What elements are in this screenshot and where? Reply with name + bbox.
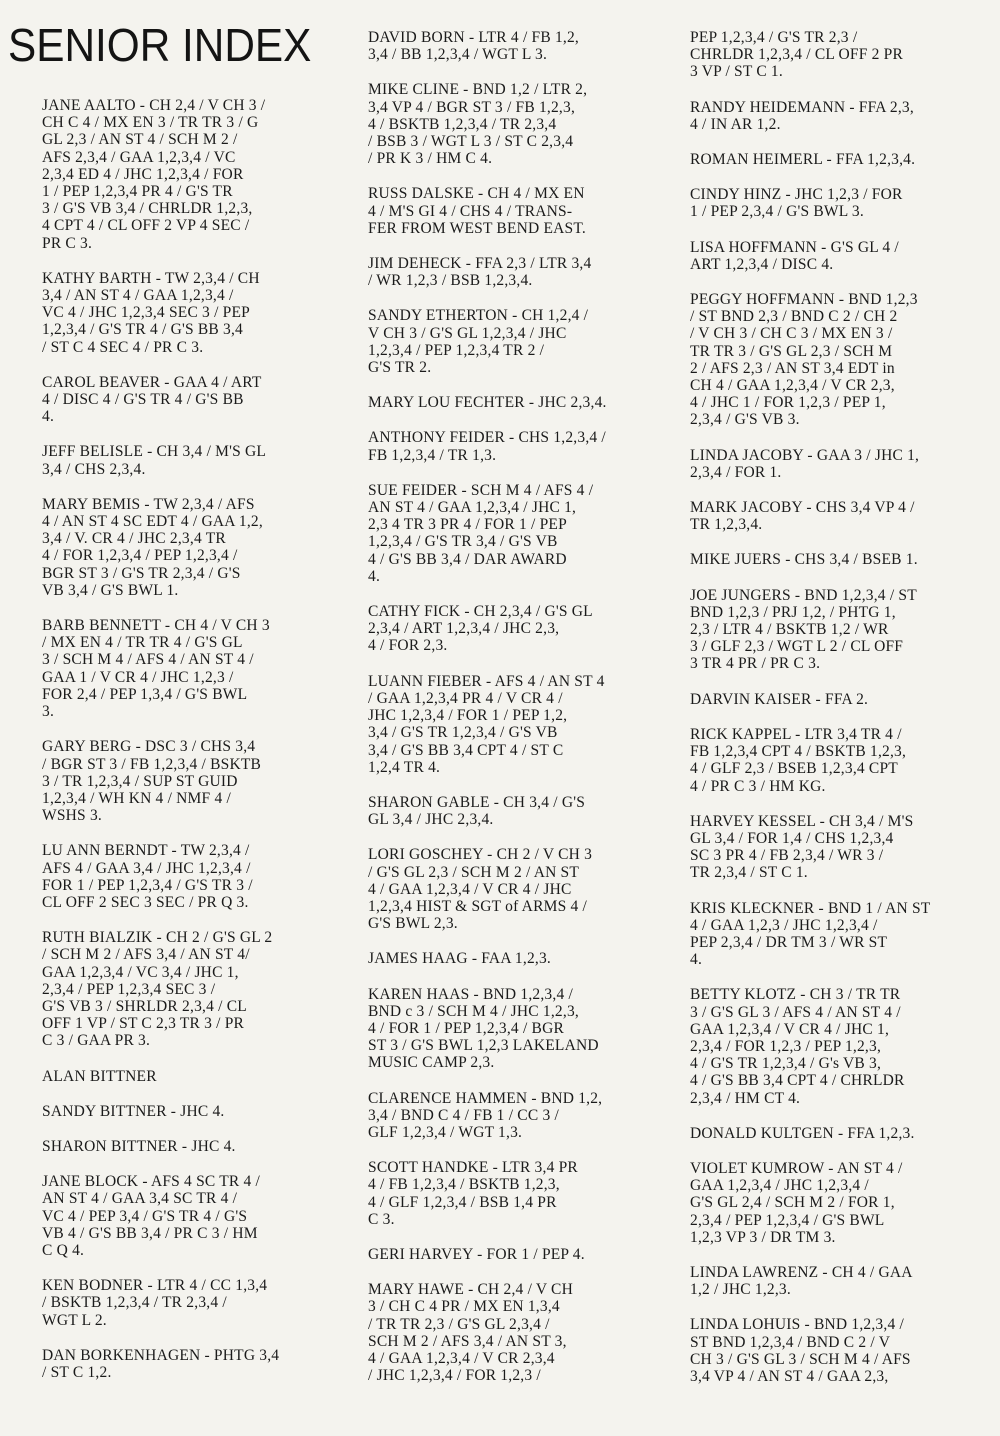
index-column-2 [368,29,663,1402]
index-entry: SHARON BITTNER - JHC 4. [42,1137,236,1155]
index-entry: CINDY HINZ - JHC 1,2,3 / FOR 1 / PEP 2,3,4 / G'S BWL 3. [690,186,903,221]
index-entry: KEN BODNER - LTR 4 / CC 1,3,4 / BSKTB 1,2,3,4 / TR 2,3,4 / WGT L 2. [42,1277,268,1329]
index-entry: BARB BENNETT - CH 4 / V CH 3 / MX EN 4 / TR TR 4 / G'S GL 3 / SCH M 4 / AFS 4 / AN ST 4 / GAA 1 / V CR 4 / JHC 1,2,3 / FOR 2,4 / PEP 1,3,4 / G'S BWL 3. [42,617,270,721]
index-entry: MIKE CLINE - BND 1,2 / LTR 2, 3,4 VP 4 / BGR ST 3 / FB 1,2,3, 4 / BSKTB 1,2,3,4 / TR 2,3,4 / BSB 3 / WGT L 3 / ST C 2,3,4 / PR K 3 / HM C 4. [368,81,588,168]
index-entry: MARY LOU FECHTER - JHC 2,3,4. [368,394,607,412]
index-entry: JANE AALTO - CH 2,4 / V CH 3 / CH C 4 / MX EN 3 / TR TR 3 / G GL 2,3 / AN ST 4 / SCH M 2 / AFS 2,3,4 / GAA 1,2,3,4 / VC 2,3,4 ED 4 / JHC 1,2,3,4 / FOR 1 / PEP 1,2,3,4 PR 4 / G'S TR 3 / G'S VB 3,4 / CHRLDR 1,2,3, 4 CPT 4 / CL OFF 2 VP 4 SEC / PR C 3. [42,97,266,252]
index-entry: JEFF BELISLE - CH 3,4 / M'S GL 3,4 / CHS 2,3,4. [42,443,267,478]
index-entry: SANDY ETHERTON - CH 1,2,4 / V CH 3 / G'S GL 1,2,3,4 / JHC 1,2,3,4 / PEP 1,2,3,4 TR 2 / G'S TR 2. [368,307,589,377]
index-entry: LINDA LAWRENZ - CH 4 / GAA 1,2 / JHC 1,2,3. [690,1263,913,1299]
index-entry: JAMES HAAG - FAA 1,2,3. [368,950,552,968]
index-entry: MARY HAWE - CH 2,4 / V CH 3 / CH C 4 PR / MX EN 1,3,4 / TR TR 2,3 / G'S GL 2,3,4 / SCH M 2 / AFS 3,4 / AN ST 3, 4 / GAA 1,2,3,4 / V CR 2,3,4 / JHC 1,2,3,4 / FOR 1,2,3 / [368,1281,573,1385]
index-entry: SUE FEIDER - SCH M 4 / AFS 4 / AN ST 4 / GAA 1,2,3,4 / JHC 1, 2,3 4 TR 3 PR 4 / FOR 1 / PEP 1,2,3,4 / G'S TR 3,4 / G'S VB 4 / G'S BB 3,4 / DAR AWARD 4. [368,481,594,585]
index-entry: DARVIN KAISER - FFA 2. [690,690,869,708]
index-entry: CATHY FICK - CH 2,3,4 / G'S GL 2,3,4 / ART 1,2,3,4 / JHC 2,3, 4 / FOR 2,3. [368,603,593,655]
index-entry: SCOTT HANDKE - LTR 3,4 PR 4 / FB 1,2,3,4 / BSKTB 1,2,3, 4 / GLF 1,2,3,4 / BSB 1,4 PR C 3. [368,1159,578,1228]
index-entry: DONALD KULTGEN - FFA 1,2,3. [690,1124,915,1142]
index-entry: RICK KAPPEL - LTR 3,4 TR 4 / FB 1,2,3,4 CPT 4 / BSKTB 1,2,3, 4 / GLF 2,3 / BSEB 1,2,3,4 CPT 4 / PR C 3 / HM KG. [690,725,907,795]
index-entry: HARVEY KESSEL - CH 3,4 / M'S GL 3,4 / FOR 1,4 / CHS 1,2,3,4 SC 3 PR 4 / FB 2,3,4 / WR 3 / TR 2,3,4 / ST C 1. [690,812,914,882]
index-entry: MARY BEMIS - TW 2,3,4 / AFS 4 / AN ST 4 SC EDT 4 / GAA 1,2, 3,4 / V. CR 4 / JHC 2,3,4 TR 4 / FOR 1,2,3,4 / PEP 1,2,3,4 / BGR ST 3 / G'S TR 2,3,4 / G'S VB 3,4 / G'S BWL 1. [42,495,263,599]
index-entry: MARK JACOBY - CHS 3,4 VP 4 / TR 1,2,3,4. [690,499,915,534]
index-entry: RUSS DALSKE - CH 4 / MX EN 4 / M'S GI 4 / CHS 4 / TRANS- FER FROM WEST BEND EAST. [368,185,586,237]
index-entry: KAREN HAAS - BND 1,2,3,4 / BND c 3 / SCH M 4 / JHC 1,2,3, 4 / FOR 1 / PEP 1,2,3,4 / BGR ST 3 / G'S BWL 1,2,3 LAKELAND MUSIC CAMP 2,3. [368,985,599,1072]
index-entry: VIOLET KUMROW - AN ST 4 / GAA 1,2,3,4 / JHC 1,2,3,4 / G'S GL 2,4 / SCH M 2 / FOR 1, 2,3,4 / PEP 1,2,3,4 / G'S BWL 1,2,3 VP 3 / DR TM 3. [690,1159,903,1246]
index-entry: LORI GOSCHEY - CH 2 / V CH 3 / G'S GL 2,3 / SCH M 2 / AN ST 4 / GAA 1,2,3,4 / V CR 4 / JHC 1,2,3,4 HIST & SGT of ARMS 4 / G'S BWL 2,3. [368,846,593,933]
index-entry: LINDA LOHUIS - BND 1,2,3,4 / ST BND 1,2,3,4 / BND C 2 / V CH 3 / G'S GL 3 / SCH M 4 / AFS 3,4 VP 4 / AN ST 4 / GAA 2,3, [690,1316,911,1385]
index-entry: JOE JUNGERS - BND 1,2,3,4 / ST BND 1,2,3 / PRJ 1,2, / PHTG 1, 2,3 / LTR 4 / BSKTB 1,2 / WR 3 / GLF 2,3 / WGT L 2 / CL OFF 3 TR 4 PR / PR C 3. [690,586,917,673]
index-entry: RANDY HEIDEMANN - FFA 2,3, 4 / IN AR 1,2. [690,98,914,133]
index-entry: DAVID BORN - LTR 4 / FB 1,2, 3,4 / BB 1,2,3,4 / WGT L 3. [368,29,580,64]
index-entry: BETTY KLOTZ - CH 3 / TR TR 3 / G'S GL 3 / AFS 4 / AN ST 4 / GAA 1,2,3,4 / V CR 4 / JHC 1, 2,3,4 / FOR 1,2,3 / PEP 1,2,3, 4 / G'S TR 1,2,3,4 / G's VB 3, 4 / G'S BB 3,4 CPT 4 / CHRLDR 2,3,4 / HM CT 4. [690,986,905,1107]
index-entry: LINDA JACOBY - GAA 3 / JHC 1, 2,3,4 / FOR 1. [690,446,920,481]
index-entry: RUTH BIALZIK - CH 2 / G'S GL 2 / SCH M 2 / AFS 3,4 / AN ST 4/ GAA 1,2,3,4 / VC 3,4 / JHC 1, 2,3,4 / PEP 1,2,3,4 SEC 3 / G'S VB 3 / SHRLDR 2,3,4 / CL OFF 1 VP / ST C 2,3 TR 3 / PR C 3 / GAA PR 3. [42,929,273,1050]
index-entry: LISA HOFFMANN - G'S GL 4 / ART 1,2,3,4 / DISC 4. [690,238,899,273]
index-entry: SANDY BITTNER - JHC 4. [42,1102,225,1120]
index-entry: CLARENCE HAMMEN - BND 1,2, 3,4 / BND C 4 / FB 1 / CC 3 / GLF 1,2,3,4 / WGT 1,3. [368,1089,603,1141]
index-entry: SHARON GABLE - CH 3,4 / G'S GL 3,4 / JHC 2,3,4. [368,793,586,829]
index-entry: ROMAN HEIMERL - FFA 1,2,3,4. [690,151,916,169]
index-entry: LU ANN BERNDT - TW 2,3,4 / AFS 4 / GAA 3,4 / JHC 1,2,3,4 / FOR 1 / PEP 1,2,3,4 / G'S TR 3 / CL OFF 2 SEC 3 SEC / PR Q 3. [42,842,253,911]
index-entry: DAN BORKENHAGEN - PHTG 3,4 / ST C 1,2. [42,1346,280,1381]
index-entry: GARY BERG - DSC 3 / CHS 3,4 / BGR ST 3 / FB 1,2,3,4 / BSKTB 3 / TR 1,2,3,4 / SUP ST GUID 1,2,3,4 / WH KN 4 / NMF 4 / WSHS 3. [42,738,262,825]
index-column-1 [42,97,332,1399]
index-entry: JIM DEHECK - FFA 2,3 / LTR 3,4 / WR 1,2,3 / BSB 1,2,3,4. [368,255,592,290]
index-entry: ALAN BITTNER [42,1067,157,1085]
page-title: SENIOR INDEX [8,19,312,71]
index-entry: ANTHONY FEIDER - CHS 1,2,3,4 / FB 1,2,3,4 / TR 1,3. [368,429,606,464]
index-column-3 [690,29,980,1403]
index-entry: MIKE JUERS - CHS 3,4 / BSEB 1. [690,551,918,569]
index-entry: JANE BLOCK - AFS 4 SC TR 4 / AN ST 4 / GAA 3,4 SC TR 4 / VC 4 / PEP 3,4 / G'S TR 4 / G'S VB 4 / G'S BB 3,4 / PR C 3 / HM C Q 4. [42,1173,261,1259]
index-entry: CAROL BEAVER - GAA 4 / ART 4 / DISC 4 / G'S TR 4 / G'S BB 4. [42,373,262,426]
index-entry: LUANN FIEBER - AFS 4 / AN ST 4 / GAA 1,2,3,4 PR 4 / V CR 4 / JHC 1,2,3,4 / FOR 1 / PEP 1,2, 3,4 / G'S TR 1,2,3,4 / G'S VB 3,4 / G'S BB 3,4 CPT 4 / ST C 1,2,4 TR 4. [368,672,605,776]
index-entry: PEP 1,2,3,4 / G'S TR 2,3 / CHRLDR 1,2,3,4 / CL OFF 2 PR 3 VP / ST C 1. [690,29,904,81]
index-entry: PEGGY HOFFMANN - BND 1,2,3 / ST BND 2,3 / BND C 2 / CH 2 / V CH 3 / CH C 3 / MX EN 3 / TR TR 3 / G'S GL 2,3 / SCH M 2 / AFS 2,3 / AN ST 3,4 EDT in CH 4 / GAA 1,2,3,4 / V CR 2,3, 4 / JHC 1 / FOR 1,2,3 / PEP 1, 2,3,4 / G'S VB 3. [690,291,918,429]
index-entry: GERI HARVEY - FOR 1 / PEP 4. [368,1245,585,1263]
index-entry: KRIS KLECKNER - BND 1 / AN ST 4 / GAA 1,2,3 / JHC 1,2,3,4 / PEP 2,3,4 / DR TM 3 / WR ST 4. [690,899,931,969]
index-entry: KATHY BARTH - TW 2,3,4 / CH 3,4 / AN ST 4 / GAA 1,2,3,4 / VC 4 / JHC 1,2,3,4 SEC 3 / PEP 1,2,3,4 / G'S TR 4 / G'S BB 3,4 / ST C 4 SEC 4 / PR C 3. [42,269,260,356]
